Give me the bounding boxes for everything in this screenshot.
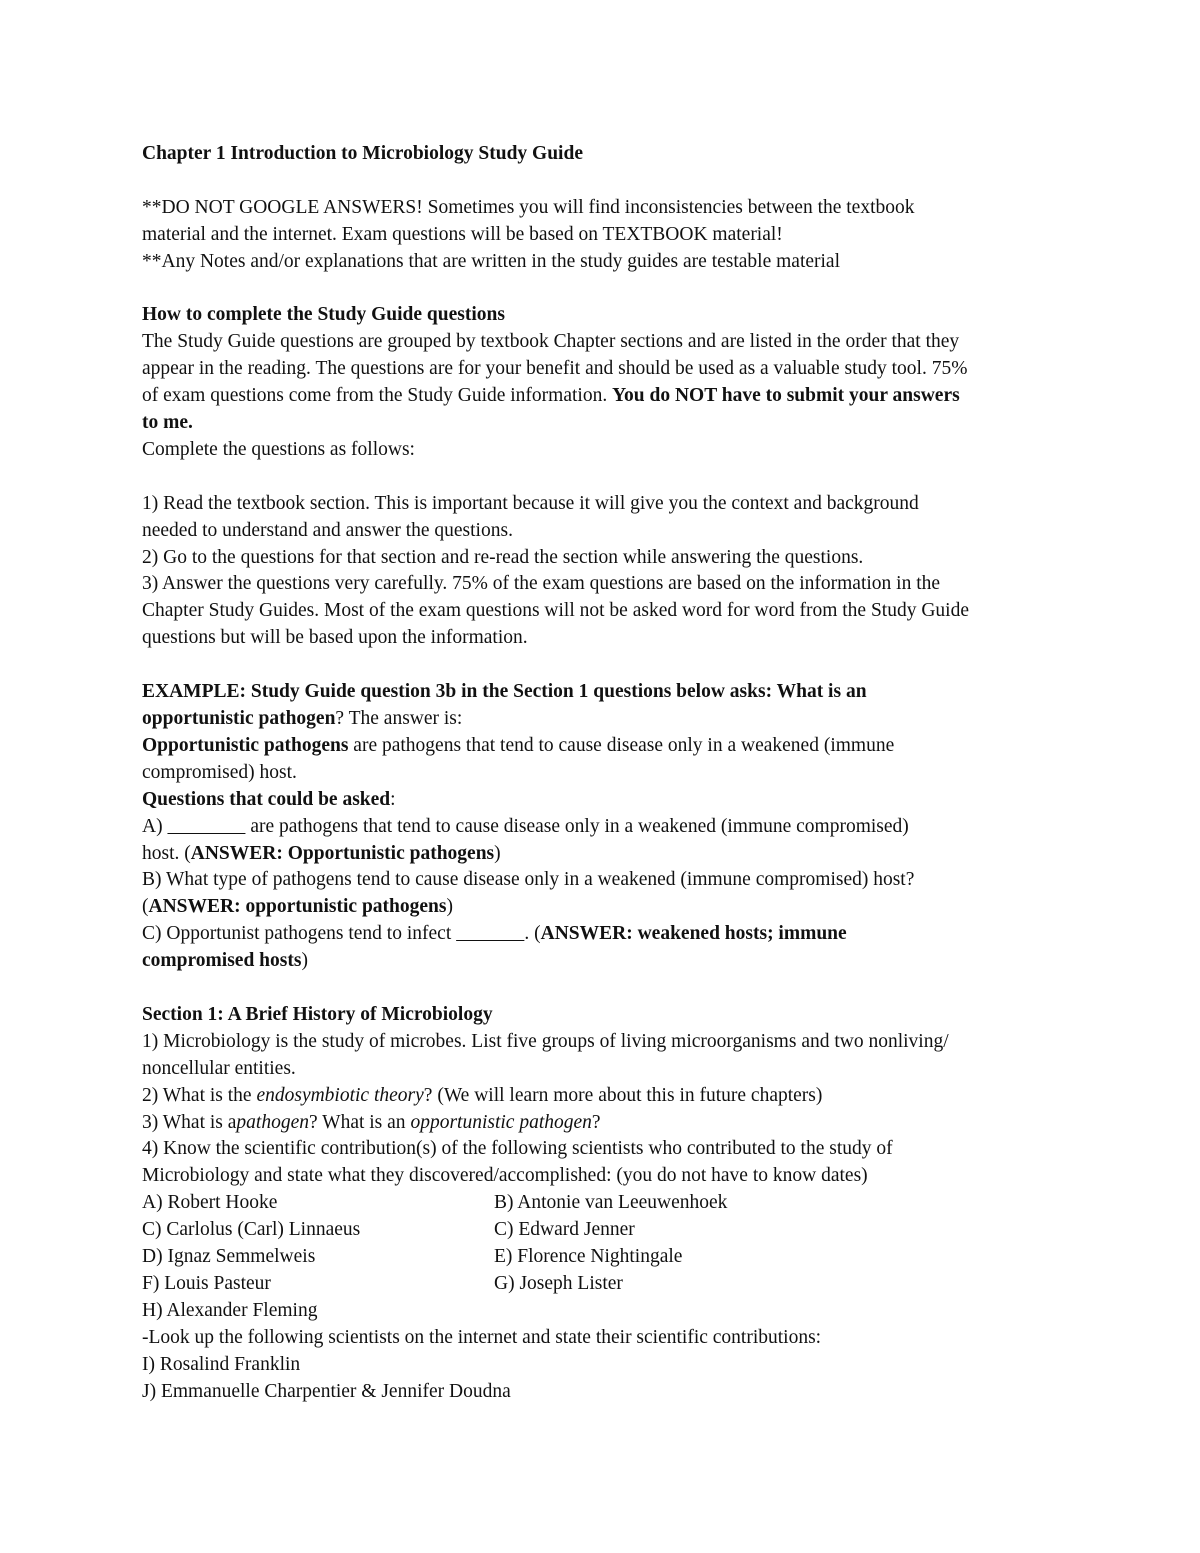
text: ) bbox=[494, 842, 501, 864]
answer-blank bbox=[456, 923, 524, 944]
section-heading: Section 1: A Brief History of Microbiology bbox=[142, 1003, 493, 1025]
question-line: 1) Microbiology is the study of microbes. List five groups of living microorganisms and two nonliving/ bbox=[142, 1030, 949, 1052]
step-line: needed to understand and answer the questions. bbox=[142, 519, 513, 541]
step-line: 3) Answer the questions very carefully. 75% of the exam questions are based on the information in the bbox=[142, 573, 941, 595]
question-b-answer bbox=[142, 894, 1072, 921]
paragraph-line: The Study Guide questions are grouped by textbook Chapter sections and are listed in the order that they bbox=[142, 331, 960, 353]
text: C) Opportunist pathogens tend to infect bbox=[142, 923, 457, 945]
bold-text: ANSWER: Opportunistic pathogens bbox=[190, 842, 495, 864]
question-a bbox=[142, 814, 1072, 841]
text: are pathogens that tend to cause disease only in a weakened (immune compromised) bbox=[245, 815, 909, 837]
text: host. ( bbox=[142, 842, 191, 864]
question-c-answer bbox=[142, 948, 1072, 975]
scientist-row bbox=[142, 1244, 1072, 1271]
question-a-answer bbox=[142, 841, 1072, 868]
question-b: B) What type of pathogens tend to cause disease only in a weakened (immune compromised) host? bbox=[142, 869, 915, 891]
text: ? What is an bbox=[308, 1111, 411, 1133]
question-line bbox=[142, 1083, 1072, 1110]
answer-blank bbox=[167, 816, 245, 837]
step-line: 2) Go to the questions for that section and re-read the section while answering the questions. bbox=[142, 546, 864, 568]
question-line: noncellular entities. bbox=[142, 1057, 296, 1079]
question-line: 4) Know the scientific contribution(s) of the following scientists who contributed to the study of bbox=[142, 1138, 893, 1160]
bold-text: compromised hosts bbox=[142, 950, 302, 972]
question-c bbox=[142, 921, 1072, 948]
text: A) bbox=[142, 815, 168, 837]
scientist-row bbox=[142, 1217, 1072, 1244]
scientist-item: H) Alexander Fleming bbox=[142, 1299, 318, 1321]
paragraph-line: appear in the reading. The questions are for your benefit and should be used as a valuable study tool. 75% bbox=[142, 358, 968, 380]
italic-term: endosymbiotic theory bbox=[256, 1084, 424, 1106]
bold-text: ANSWER: opportunistic pathogens bbox=[148, 896, 447, 918]
document-title: Chapter 1 Introduction to Microbiology Study Guide bbox=[142, 143, 583, 164]
scientist-item: E) Florence Nightingale bbox=[494, 1246, 683, 1268]
bold-text: ANSWER: weakened hosts; immune bbox=[540, 923, 847, 945]
howto-heading: How to complete the Study Guide questions bbox=[142, 304, 505, 326]
scientist-item: A) Robert Hooke bbox=[142, 1192, 278, 1214]
question-line bbox=[142, 1110, 1072, 1137]
question-line: Microbiology and state what they discovered/accomplished: (you do not have to know dates) bbox=[142, 1165, 868, 1187]
bold-line: to me. bbox=[142, 412, 193, 434]
text: 3) What is a bbox=[142, 1111, 237, 1133]
text: ) bbox=[301, 950, 308, 972]
bold-text: You do NOT have to submit your answers bbox=[612, 385, 960, 407]
italic-term: opportunistic pathogen bbox=[410, 1111, 592, 1133]
text: ) bbox=[446, 896, 453, 918]
example-line bbox=[142, 706, 1072, 733]
example-answer-cont: compromised) host. bbox=[142, 761, 297, 783]
step-line: questions but will be based upon the information. bbox=[142, 627, 528, 649]
scientist-item: C) Carlolus (Carl) Linnaeus bbox=[142, 1219, 361, 1241]
example-answer bbox=[142, 733, 1072, 760]
document-page bbox=[142, 141, 1072, 1406]
scientist-item: J) Emmanuelle Charpentier & Jennifer Doudna bbox=[142, 1380, 511, 1402]
bold-text: Questions that could be asked bbox=[142, 788, 391, 810]
paragraph-text: of exam questions come from the Study Guide information. bbox=[142, 385, 613, 407]
example-heading: EXAMPLE: Study Guide question 3b in the Section 1 questions below asks: What is an bbox=[142, 681, 867, 703]
paragraph-line bbox=[142, 383, 1072, 410]
text: ? The answer is: bbox=[335, 707, 463, 729]
step-line: Chapter Study Guides. Most of the exam questions will not be asked word for word from the Study Guide bbox=[142, 600, 970, 622]
text: ( bbox=[142, 896, 149, 918]
scientist-item: C) Edward Jenner bbox=[494, 1219, 635, 1241]
note-line: material and the internet. Exam questions will be based on TEXTBOOK material! bbox=[142, 223, 783, 245]
text: ? bbox=[591, 1111, 601, 1133]
scientist-row bbox=[142, 1190, 1072, 1217]
lookup-instruction: -Look up the following scientists on the internet and state their scientific contributions: bbox=[142, 1326, 822, 1348]
scientist-item: B) Antonie van Leeuwenhoek bbox=[494, 1192, 728, 1214]
text: 2) What is the bbox=[142, 1084, 257, 1106]
text: are pathogens that tend to cause disease only in a weakened (immune bbox=[348, 734, 895, 756]
text: ? (We will learn more about this in future chapters) bbox=[423, 1084, 823, 1106]
scientist-row bbox=[142, 1271, 1072, 1298]
note-line: **DO NOT GOOGLE ANSWERS! Sometimes you will find inconsistencies between the textbook bbox=[142, 196, 915, 218]
instruction-line: Complete the questions as follows: bbox=[142, 438, 415, 460]
bold-text: opportunistic pathogen bbox=[142, 707, 336, 729]
step-line: 1) Read the textbook section. This is important because it will give you the context and background bbox=[142, 492, 919, 514]
text: . ( bbox=[524, 923, 541, 945]
scientist-item: D) Ignaz Semmelweis bbox=[142, 1246, 316, 1268]
note-line: **Any Notes and/or explanations that are written in the study guides are testable material bbox=[142, 250, 841, 272]
scientist-item: F) Louis Pasteur bbox=[142, 1272, 271, 1294]
questions-label bbox=[142, 787, 1072, 814]
bold-text: Opportunistic pathogens bbox=[142, 734, 349, 756]
scientist-item: I) Rosalind Franklin bbox=[142, 1353, 301, 1375]
italic-term: pathogen bbox=[236, 1111, 309, 1133]
scientist-item: G) Joseph Lister bbox=[494, 1272, 623, 1294]
text: : bbox=[390, 788, 396, 810]
